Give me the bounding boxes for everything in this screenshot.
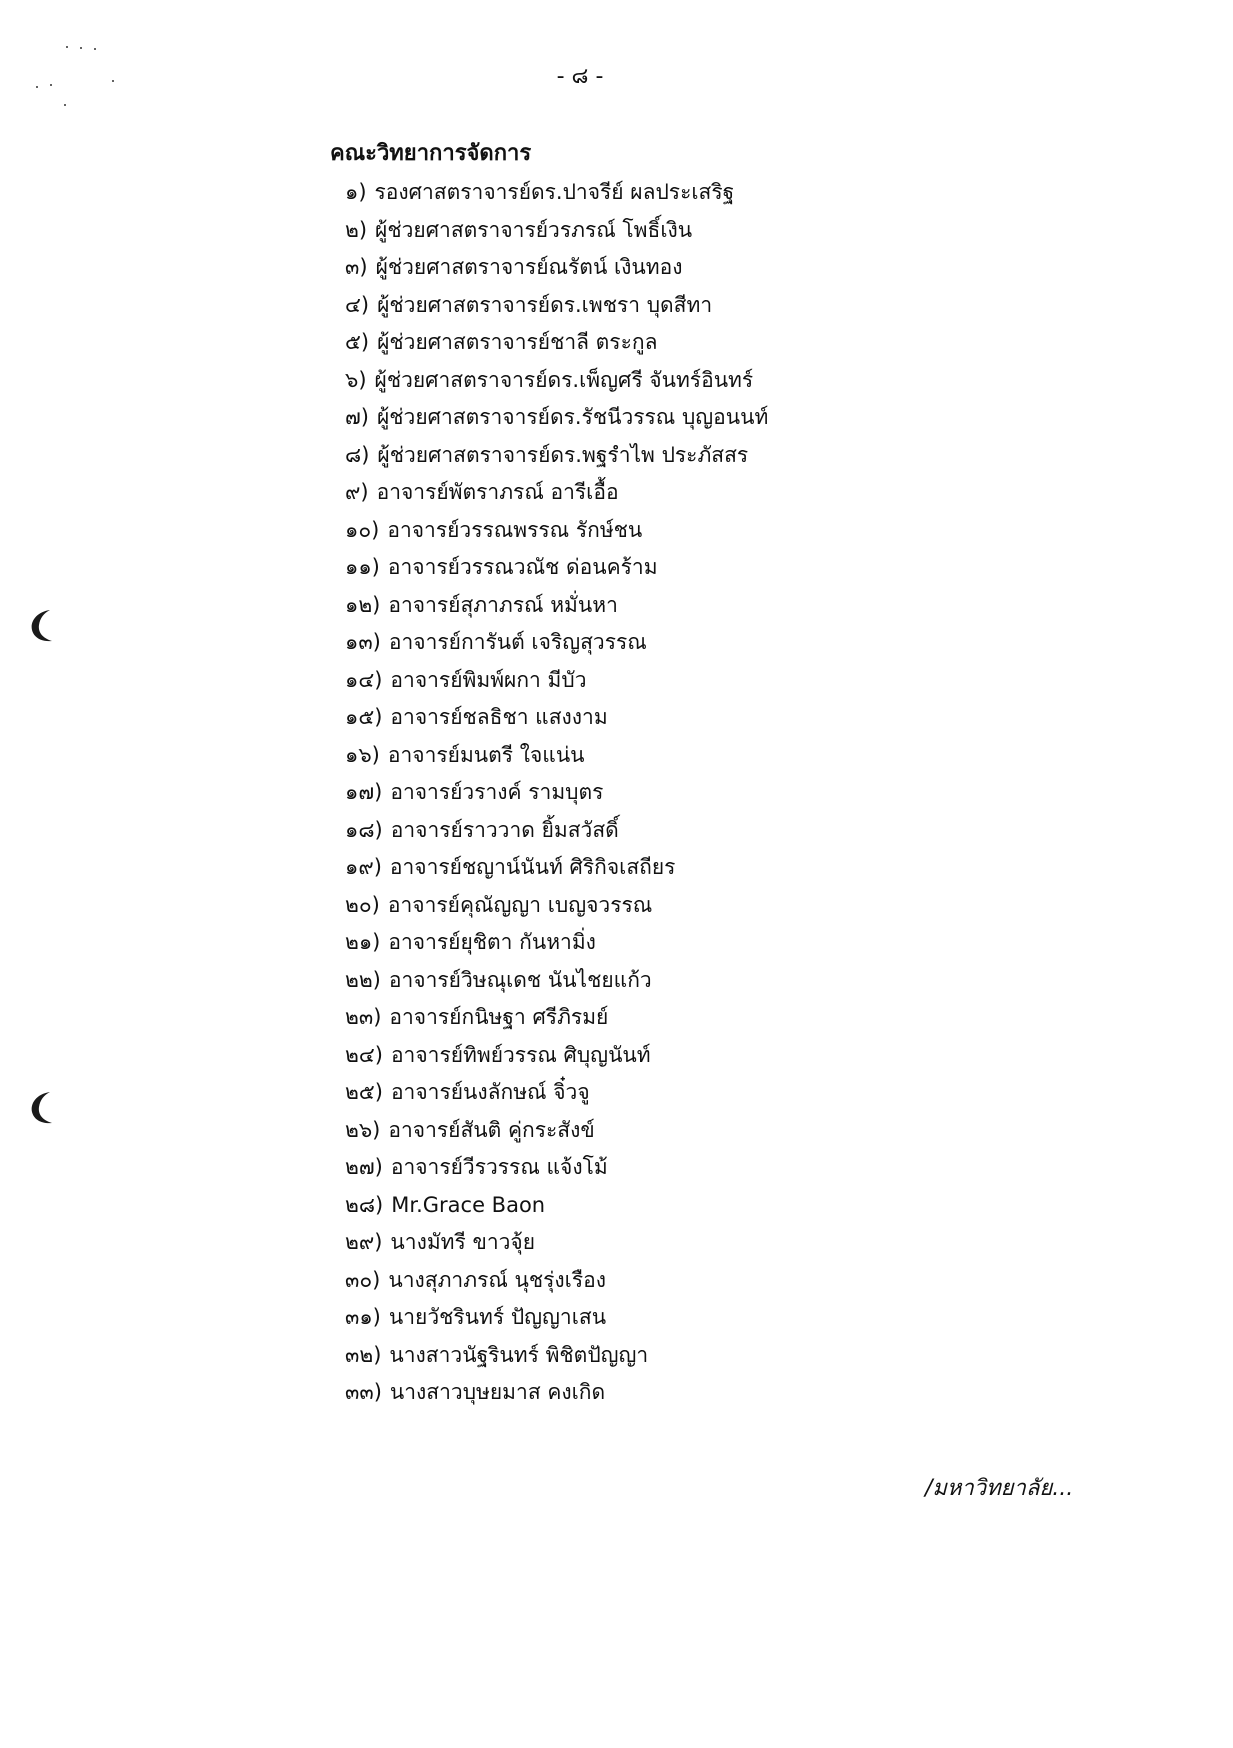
list-item-name: ผู้ช่วยศาสตราจารย์ณรัตน์ เงินทอง [375,255,683,279]
list-item-number: ๒๕) [345,1080,383,1104]
list-item-number: ๑๖) [345,742,380,767]
list-item-number: ๓๑) [345,1305,381,1329]
list-item-name: นางสุภาภรณ์ นุชรุ่งเรือง [388,1267,606,1292]
list-item-name: อาจารย์ยุชิตา กันหามิ่ง [388,930,596,954]
list-item-number: ๒๐) [345,892,380,917]
list-item [345,1224,768,1262]
list-item-name: อาจารย์วิษณุเดช นันไชยแก้ว [388,967,652,992]
list-item-name: อาจารย์วรรณพรรณ รักษ์ชน [387,517,643,542]
list-item-name: อาจารย์วรางค์ รามบุตร [390,780,604,804]
continuation-text: /มหาวิทยาลัย... [925,1476,1074,1501]
list-item-name: ผู้ช่วยศาสตราจารย์วรภรณ์ โพธิ์เงิน [375,217,693,242]
list-item [345,512,768,550]
list-item [345,924,768,962]
scan-speck [66,46,68,48]
list-item-number: ๗) [345,405,369,429]
list-item-number: ๒๖) [345,1117,381,1142]
list-item-name: นางสาวบุษยมาส คงเกิด [389,1380,606,1404]
list-item [345,1112,768,1150]
list-item-number: ๘) [345,442,370,467]
list-item-number: ๒) [345,217,368,242]
list-item [345,699,768,737]
list-item [345,437,768,475]
list-item-number: ๑๓) [345,630,381,654]
list-item-name: อาจารย์กนิษฐา ศรีภิรมย์ [389,1005,609,1029]
list-item [345,812,768,850]
list-item-number: ๒๘) [345,1192,384,1217]
list-item-name: ผู้ช่วยศาสตราจารย์ดร.เพชรา บุดสีทา [377,292,713,317]
list-item [345,587,768,625]
list-item-name: ผู้ช่วยศาสตราจารย์ดร.รัชนีวรรณ บุญอนนท์ [376,405,769,429]
list-item [345,324,768,362]
list-item-name: รองศาสตราจารย์ดร.ปาจรีย์ ผลประเสริฐ [374,180,735,204]
list-item-name: Mr.Grace Baon [391,1192,546,1217]
list-item-number: ๓๓) [345,1380,382,1404]
list-item-number: ๒๑) [345,930,381,954]
list-item [345,962,768,1000]
list-item-number: ๓๐) [345,1267,381,1292]
list-item [345,1337,768,1375]
list-item-name: นางสาวนัฐรินทร์ พิชิตปัญญา [389,1342,649,1367]
list-item-number: ๕) [345,330,370,354]
list-item-number: ๑๒) [345,592,381,617]
list-item [345,212,768,250]
list-item-number: ๓๒) [345,1342,382,1367]
list-item-name: อาจารย์วรรณวณัช ด่อนคร้าม [387,555,658,579]
list-item-number: ๑๙) [345,855,382,879]
member-list [345,174,768,1412]
list-item [345,1037,768,1075]
list-item-name: นายวัชรินทร์ ปัญญาเสน [388,1305,607,1329]
list-item [345,1374,768,1412]
list-item-number: ๔) [345,292,370,317]
list-item-number: ๙) [345,480,369,504]
list-item-name: อาจารย์พิมพ์ผกา มีบัว [390,667,587,692]
scan-speck [80,47,82,49]
list-item-name: อาจารย์พัตราภรณ์ อารีเอื้อ [376,480,619,504]
list-item-name: อาจารย์ทิพย์วรรณ ศิบุญนันท์ [390,1042,651,1067]
scan-speck [64,104,66,106]
list-item-number: ๓) [345,255,368,279]
list-item-number: ๖) [345,367,367,392]
list-item-name: อาจารย์คุณัญญา เบญจวรรณ [387,892,653,917]
list-item [345,1262,768,1300]
list-item-number: ๒๓) [345,1005,382,1029]
list-item-name: อาจารย์สันติ คู่กระสังข์ [388,1117,595,1142]
section-heading: คณะวิทยาการจัดการ [330,141,532,166]
punch-hole-icon [28,608,58,644]
list-item-number: ๒๒) [345,967,381,992]
list-item-name: อาจารย์การันต์ เจริญสุวรรณ [388,630,647,654]
list-item-name: อาจารย์ราววาด ยิ้มสวัสดิ์ [390,817,619,842]
list-item-name: อาจารย์มนตรี ใจแน่น [387,742,585,767]
list-item [345,662,768,700]
list-item-number: ๑๗) [345,780,383,804]
list-item-number: ๒๙) [345,1230,383,1254]
list-item [345,549,768,587]
list-item [345,474,768,512]
list-item-name: ผู้ช่วยศาสตราจารย์ดร.พฐรำไพ ประภัสสร [377,442,749,467]
list-item-name: ผู้ช่วยศาสตราจารย์ดร.เพ็ญศรี จันทร์อินทร์ [374,367,754,392]
list-item [345,399,768,437]
list-item-number: ๒๗) [345,1155,383,1179]
list-item [345,174,768,212]
list-item [345,774,768,812]
list-item [345,362,768,400]
list-item [345,999,768,1037]
list-item-number: ๑๐) [345,517,380,542]
list-item [345,287,768,325]
list-item-name: อาจารย์วีรวรรณ แจ้งโม้ [390,1155,608,1179]
list-item-number: ๑๑) [345,555,380,579]
list-item-name: อาจารย์สุภาภรณ์ หมั่นหา [388,592,618,617]
list-item-name: อาจารย์ชญาน์นันท์ ศิริกิจเสถียร [389,855,676,879]
list-item-name: อาจารย์ชลธิชา แสงงาม [390,705,608,729]
list-item [345,249,768,287]
list-item-name: อาจารย์นงลักษณ์ จิ๋วจู [390,1080,590,1104]
list-item [345,1187,768,1225]
scan-speck [94,48,96,50]
list-item [345,849,768,887]
list-item [345,1299,768,1337]
list-item-number: ๑) [345,180,367,204]
list-item [345,887,768,925]
list-item-number: ๒๔) [345,1042,383,1067]
list-item [345,624,768,662]
list-item-name: นางมัทรี ขาวจุ้ย [390,1230,536,1254]
list-item [345,1149,768,1187]
list-item [345,737,768,775]
list-item-number: ๑๔) [345,667,383,692]
page-number: - ๘ - [556,64,604,89]
list-item-name: ผู้ช่วยศาสตราจารย์ชาลี ตระกูล [377,330,658,354]
list-item-number: ๑๘) [345,817,383,842]
list-item [345,1074,768,1112]
list-item-number: ๑๕) [345,705,383,729]
punch-hole-icon [28,1090,58,1126]
